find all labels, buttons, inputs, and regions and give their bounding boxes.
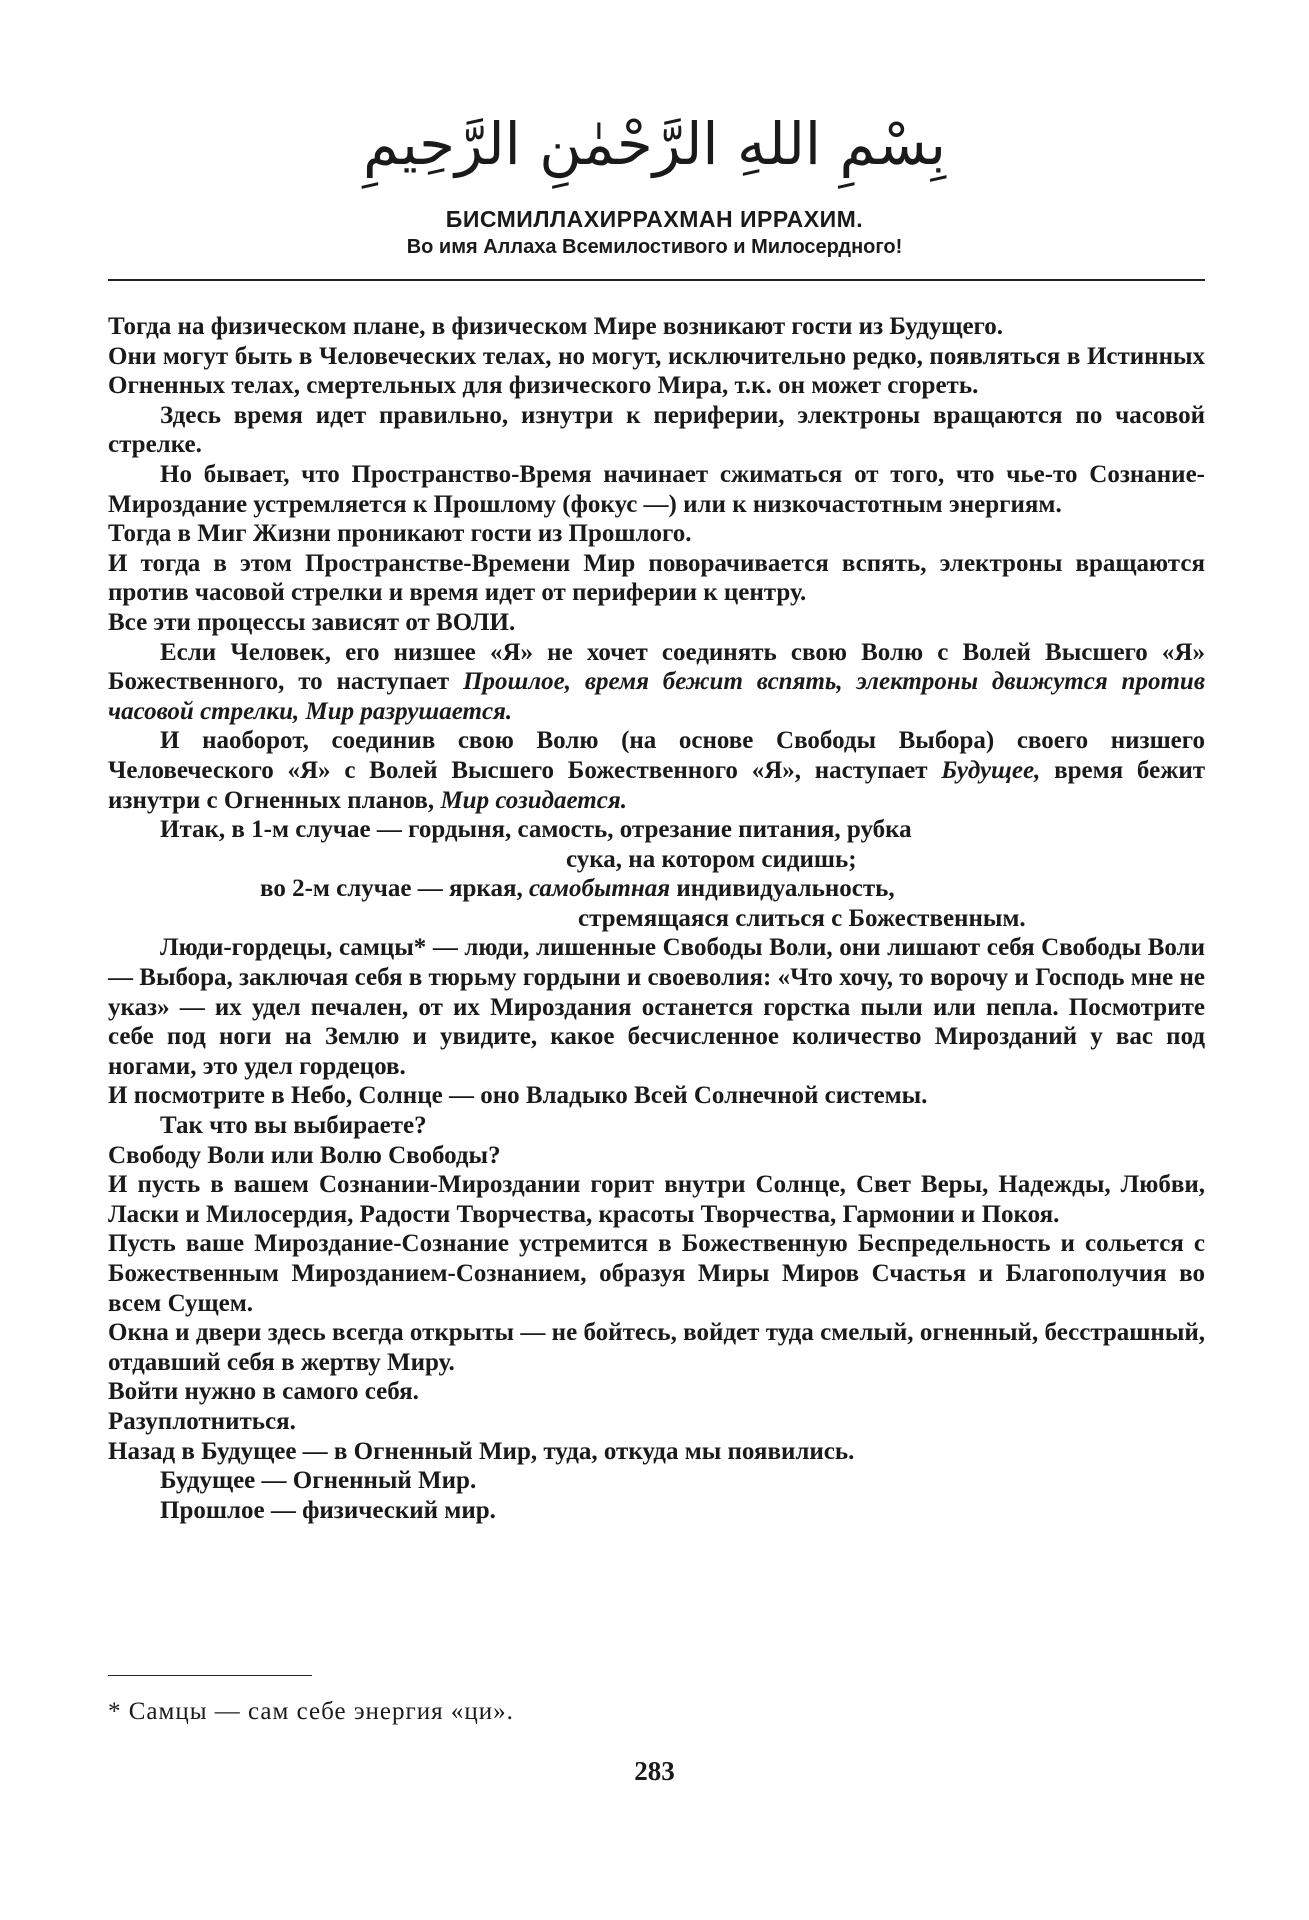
paragraph: Разуплотниться. <box>108 1407 296 1435</box>
paragraph: И посмотрите в Небо, Солнце — оно Владыко Всей Солнечной системы. <box>108 1082 928 1110</box>
list-item-continuation: стремящаяся слиться с Божественным. <box>578 904 1026 932</box>
paragraph <box>108 638 1205 727</box>
paragraph: Так что вы выбираете? <box>160 1112 427 1140</box>
header-divider <box>108 279 1205 281</box>
list-item-text: индивидуальность, <box>670 875 895 903</box>
body-text <box>108 312 1205 1525</box>
paragraph: Здесь время идет правильно, изнутри к периферии, электроны вращаются по часовой стрелке. <box>108 401 1205 459</box>
paragraph: Люди-гордецы, самцы* — люди, лишенные Свободы Воли, они лишают себя Свободы Воли — Выбора, заключая себя в тюрьму гордыни и своеволия: «Что хочу, то ворочу и Господь мне не указ» — их удел печален, от их Мироздания останется горстка пыли или пепла. Посмотрите себе под ноги на Землю и увидите, какое бесчисленное количество Мирозданий у вас под ногами, это удел гордецов. <box>108 934 1205 1080</box>
paragraph: Тогда в Миг Жизни проникают гости из Прошлого. <box>108 520 692 548</box>
paragraph: Они могут быть в Человеческих телах, но могут, исключительно редко, появляться в Истинных Огненных телах, смертельных для физического Мира, т.к. он может сгореть. <box>108 342 1205 400</box>
header-subtitle: Во имя Аллаха Всемилостивого и Милосердного! <box>406 236 903 258</box>
paragraph <box>108 726 1205 815</box>
page-number: 283 <box>634 1756 675 1786</box>
header-title: БИСМИЛЛАХИРРАХМАН ИРРАХИМ. <box>445 206 864 232</box>
list-item-continuation: сука, на котором сидишь; <box>566 845 857 873</box>
list-item-second-case <box>108 874 1205 904</box>
list-item-italic-text: самобытная <box>528 875 671 903</box>
paragraph: Тогда на физическом плане, в физическом Мире возникают гости из Будущего. <box>108 313 1004 340</box>
basmala-calligraphy: بِسْمِ اللهِ الرَّحْمٰنِ الرَّحِيمِ <box>363 110 946 178</box>
paragraph: Свободу Воли или Волю Свободы? <box>108 1141 501 1169</box>
list-item-text: во 2-м случае — яркая, <box>260 875 529 903</box>
paragraph-text: время бежит изнутри с Огненных планов, <box>108 756 1205 814</box>
paragraph: Будущее — Огненный Мир. <box>160 1467 477 1495</box>
paragraph: Войти нужно в самого себя. <box>108 1378 419 1406</box>
footnote: * Самцы — сам себе энергия «ци». <box>108 1698 514 1725</box>
paragraph: И пусть в вашем Сознании-Мироздании горит внутри Солнце, Свет Веры, Надежды, Любви, Ласки и Милосердия, Радости Творчества, красоты Творчества, Гармонии и Покоя. <box>108 1171 1205 1228</box>
paragraph-italic-text: Мир созидается. <box>440 786 627 814</box>
paragraph: Пусть ваше Мироздание-Сознание устремится в Божественную Беспредельность и сольется с Божественным Мирозданием-Сознанием, образуя Миры Миров Счастья и Благополучия во всем Сущем. <box>108 1230 1205 1317</box>
paragraph: Прошлое — физический мир. <box>160 1496 496 1524</box>
footnote-divider <box>108 1675 312 1676</box>
paragraph: Все эти процессы зависят от ВОЛИ. <box>108 608 516 636</box>
paragraph-italic-text: Будущее, <box>941 756 1041 784</box>
paragraph: И тогда в этом Пространстве-Времени Мир поворачивается вспять, электроны вращаются против часовой стрелки и время идет от периферии к центру. <box>108 549 1205 607</box>
list-item-first-case: Итак, в 1-м случае — гордыня, самость, отрезание питания, рубка <box>160 816 912 844</box>
paragraph-text: И наоборот, соединив свою Волю (на основе Свободы Выбора) своего низшего Человеческого «Я» с Волей Высшего Божественного «Я», наступает <box>108 727 1205 784</box>
paragraph: Но бывает, что Пространство-Время начинает сжиматься от того, что чье-то Сознание-Мироздание устремляется к Прошлому (фокус —) или к низкочастотным энергиям. <box>108 460 1205 518</box>
paragraph: Назад в Будущее — в Огненный Мир, туда, откуда мы появились. <box>108 1437 855 1465</box>
paragraph-italic-text: Прошлое, время бежит вспять, электроны движутся против часовой стрелки, Мир разрушается. <box>108 668 1205 725</box>
paragraph: Окна и двери здесь всегда открыты — не бойтесь, войдет туда смелый, огненный, бесстрашный, отдавший себя в жертву Миру. <box>108 1319 1205 1376</box>
paragraph-text: Если Человек, его низшее «Я» не хочет соединять свою Волю с Волей Высшего «Я» Божественного, то наступает <box>108 638 1205 696</box>
